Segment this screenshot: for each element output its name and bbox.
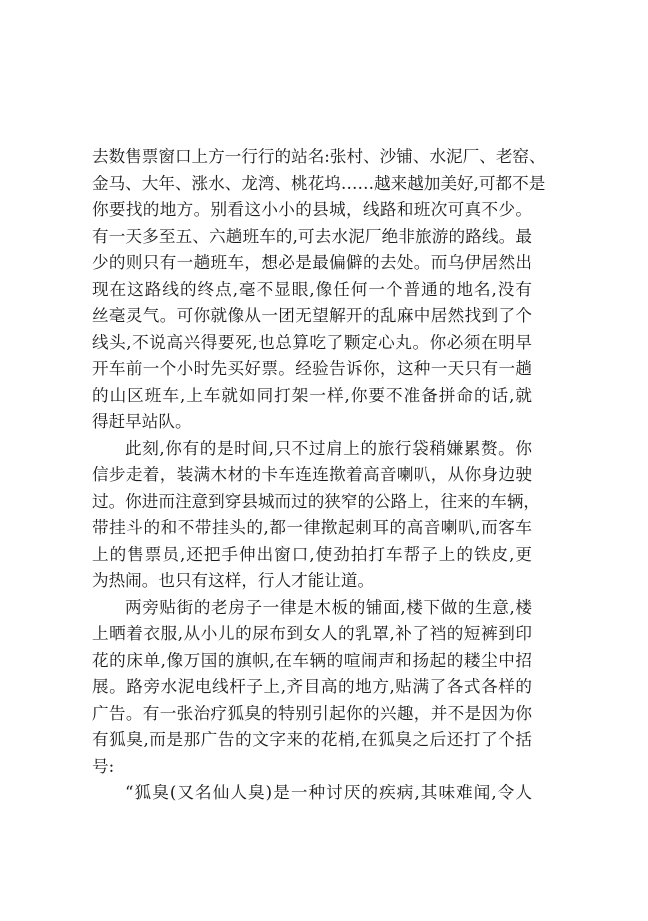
text-line: 现在这路线的终点,毫不显眼,像任何一个普通的地名,没有 bbox=[92, 279, 532, 299]
text-line: 为热闹。也只有这样，行人才能让道。 bbox=[92, 571, 375, 590]
text-line: 金马、大年、涨水、龙湾、桃花坞……越来越加美好,可都不是 bbox=[92, 173, 546, 193]
text-line: 开车前一个小时先买好票。经验告诉你，这种一天只有一趟 bbox=[92, 359, 532, 378]
text-line: 得赶早站队。 bbox=[92, 412, 192, 431]
text-line: 带挂斗的和不带挂头的,都一律揿起刺耳的高音喇叭,而客车 bbox=[92, 518, 532, 537]
text-line: 展。路旁水泥电线杆子上,齐目高的地方,贴满了各式各样的 bbox=[92, 677, 532, 696]
text-line: 线头,不说高兴得要死,也总算吃了颗定心丸。你必须在明早 bbox=[92, 332, 532, 352]
text-line: 号: bbox=[92, 756, 115, 776]
text-line: 有狐臭,而是那广告的文字来的花梢,在狐臭之后还打了个括 bbox=[92, 730, 532, 749]
text-line: 花的床单,像万国的旗帜,在车辆的喧闹声和扬起的耧尘中招 bbox=[92, 650, 532, 670]
text-line: 信步走着，装满木材的卡车连连揿着高音喇叭，从你身边驶 bbox=[92, 465, 532, 484]
text-line: 有一天多至五、六趟班车的,可去水泥厂绝非旅游的路线。最 bbox=[92, 226, 532, 246]
body-text bbox=[92, 144, 546, 807]
text-line: 去数售票窗口上方一行行的站名:张村、沙铺、水泥厂、老窑、 bbox=[92, 147, 546, 166]
text-line: “狐臭(又名仙人臭)是一种讨厌的疾病,其味难闻,令人 bbox=[125, 783, 532, 802]
text-line: 少的则只有一趟班车，想必是最偏僻的去处。而乌伊居然出 bbox=[92, 253, 532, 272]
text-line: 上晒着衣服,从小儿的尿布到女人的乳罩,补了裆的短裤到印 bbox=[92, 624, 532, 643]
text-line: 丝毫灵气。可你就像从一团无望解开的乱麻中居然找到了个 bbox=[92, 306, 532, 325]
text-line: 过。你进而注意到穿县城而过的狭窄的公路上，往来的车辆， bbox=[92, 491, 541, 511]
text-line: 上的售票员,还把手伸出窗口,使劲拍打车帮子上的铁皮,更 bbox=[92, 544, 532, 564]
text-line: 两旁贴街的老房子一律是木板的铺面,楼下做的生意,楼 bbox=[125, 597, 532, 617]
text-line: 你要找的地方。别看这小小的县城，线路和班次可真不少。 bbox=[92, 200, 532, 219]
text-line: 的山区班车,上车就如同打架一样,你要不准备拼命的话,就 bbox=[92, 385, 532, 405]
text-line: 广告。有一张治疗狐臭的特别引起你的兴趣，并不是因为你 bbox=[92, 703, 532, 723]
text-line: 此刻,你有的是时间,只不过肩上的旅行袋稍嫌累赘。你 bbox=[125, 438, 532, 458]
